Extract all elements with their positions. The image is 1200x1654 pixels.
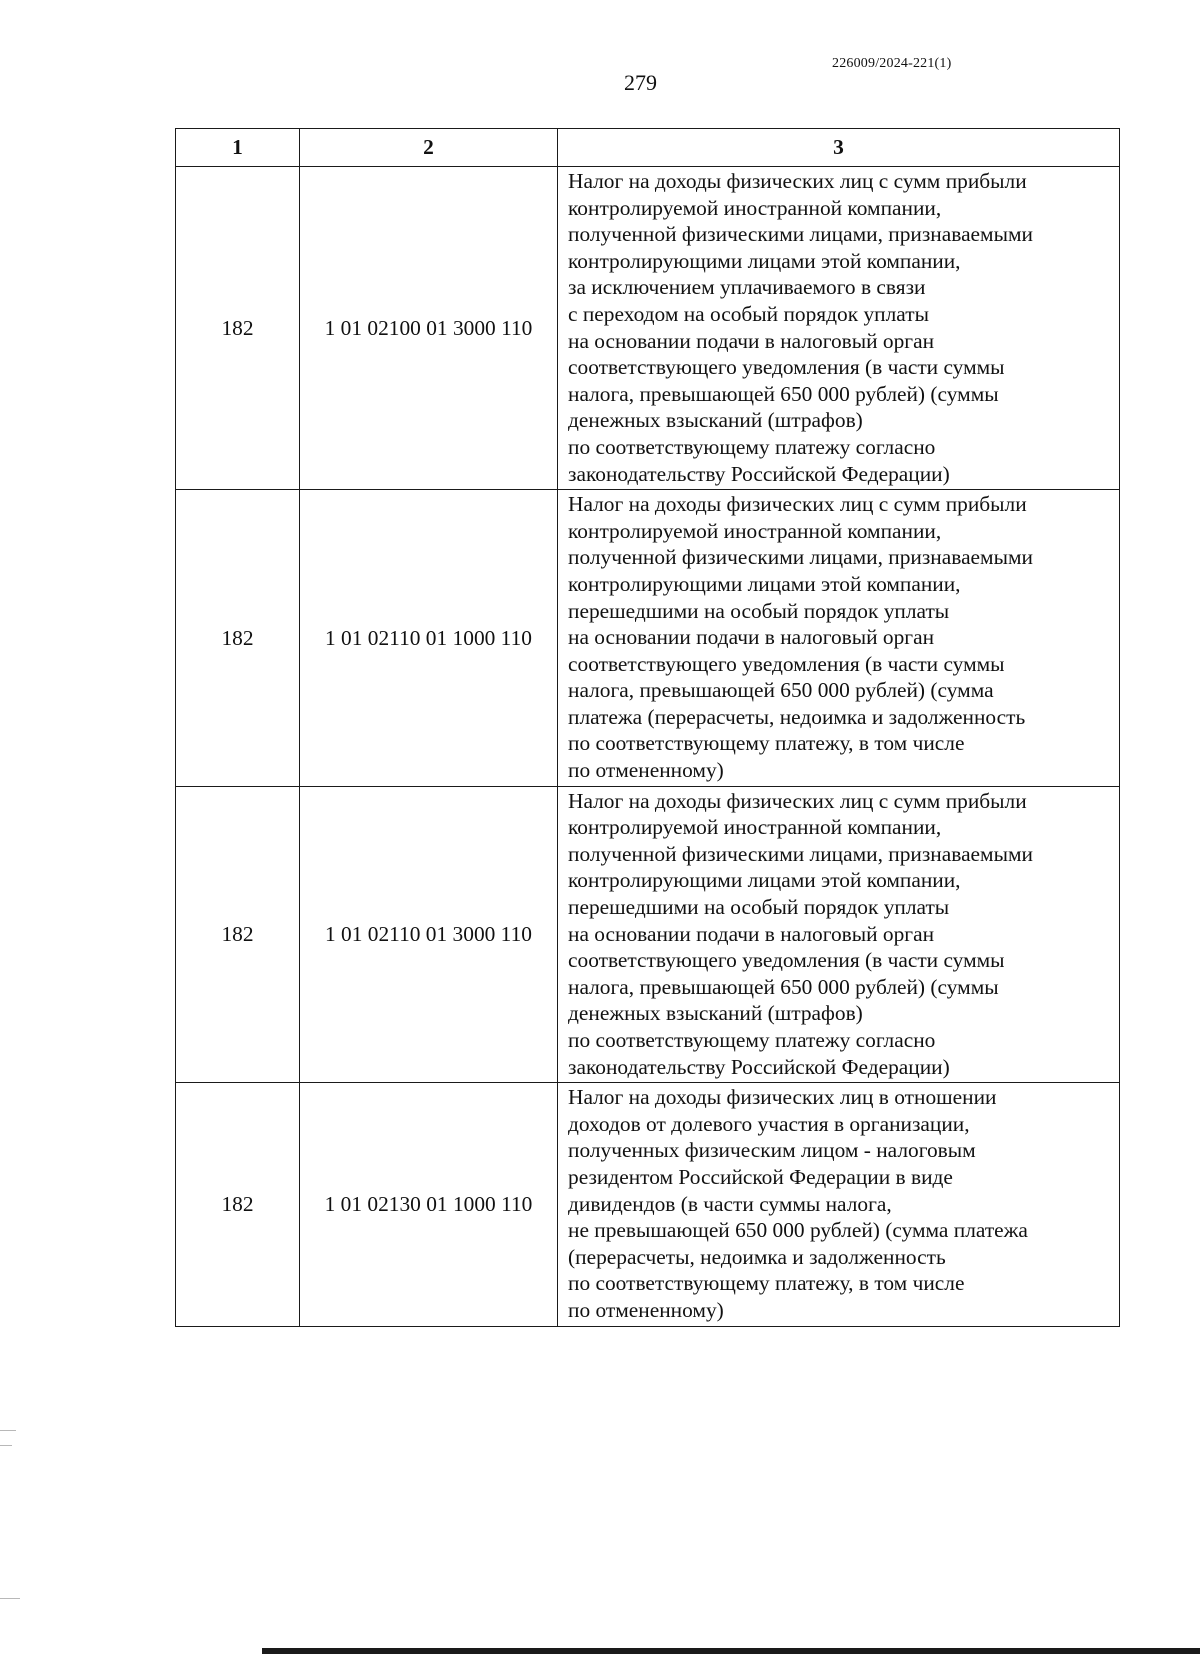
- income-description-cell: Налог на доходы физических лиц с сумм прибыли контролируемой иностранной компании, полученной физическими лицами, признаваемыми контролирующими лицами этой компании, за исключением уплачиваемого в связи с переходом на особый порядок уплаты на основании подачи в налоговый орган соответствующего уведомления (в части суммы налога, превышающей 650 000 рублей) (суммы денежных взысканий (штрафов) по соответствующему платежу согласно законодательству Российской Федерации): [558, 167, 1120, 490]
- table-row: [176, 167, 1120, 490]
- document-registration-number: 226009/2024-221(1): [832, 56, 952, 71]
- admin-code-cell: 182: [176, 1083, 300, 1326]
- table-row: [176, 1083, 1120, 1326]
- admin-code-cell: 182: [176, 786, 300, 1083]
- admin-code-cell: 182: [176, 490, 300, 787]
- column-header-1: 1: [176, 129, 300, 167]
- column-header-3: 3: [558, 129, 1120, 167]
- table-header-row: [176, 129, 1120, 167]
- budget-classification-code-cell: 1 01 02110 01 1000 110: [300, 490, 558, 787]
- income-description-cell: Налог на доходы физических лиц в отношении доходов от долевого участия в организации, полученных физическим лицом - налоговым резидентом Российской Федерации в виде дивидендов (в части суммы налога, не превышающей 650 000 рублей) (сумма платежа (перерасчеты, недоимка и задолженность по соответствующему платежу, в том числе по отмененному): [558, 1083, 1120, 1326]
- table-row: [176, 786, 1120, 1083]
- scan-artifact-line: [0, 1598, 20, 1599]
- budget-classification-code-cell: 1 01 02130 01 1000 110: [300, 1083, 558, 1326]
- income-description-cell: Налог на доходы физических лиц с сумм прибыли контролируемой иностранной компании, полученной физическими лицами, признаваемыми контролирующими лицами этой компании, перешедшими на особый порядок уплаты на основании подачи в налоговый орган соответствующего уведомления (в части суммы налога, превышающей 650 000 рублей) (сумма платежа (перерасчеты, недоимка и задолженность по соответствующему платежу, в том числе по отмененному): [558, 490, 1120, 787]
- income-description-cell: Налог на доходы физических лиц с сумм прибыли контролируемой иностранной компании, полученной физическими лицами, признаваемыми контролирующими лицами этой компании, перешедшими на особый порядок уплаты на основании подачи в налоговый орган соответствующего уведомления (в части суммы налога, превышающей 650 000 рублей) (суммы денежных взысканий (штрафов) по соответствующему платежу согласно законодательству Российской Федерации): [558, 786, 1120, 1083]
- budget-code-table: [175, 128, 1120, 1327]
- table-row: [176, 490, 1120, 787]
- scan-artifact-line: [0, 1445, 12, 1446]
- budget-classification-code-cell: 1 01 02110 01 3000 110: [300, 786, 558, 1083]
- page-number: 279: [624, 70, 657, 95]
- budget-classification-code-cell: 1 01 02100 01 3000 110: [300, 167, 558, 490]
- admin-code-cell: 182: [176, 167, 300, 490]
- column-header-2: 2: [300, 129, 558, 167]
- scan-edge-bar: [262, 1648, 1200, 1654]
- scan-artifact-line: [0, 1430, 16, 1431]
